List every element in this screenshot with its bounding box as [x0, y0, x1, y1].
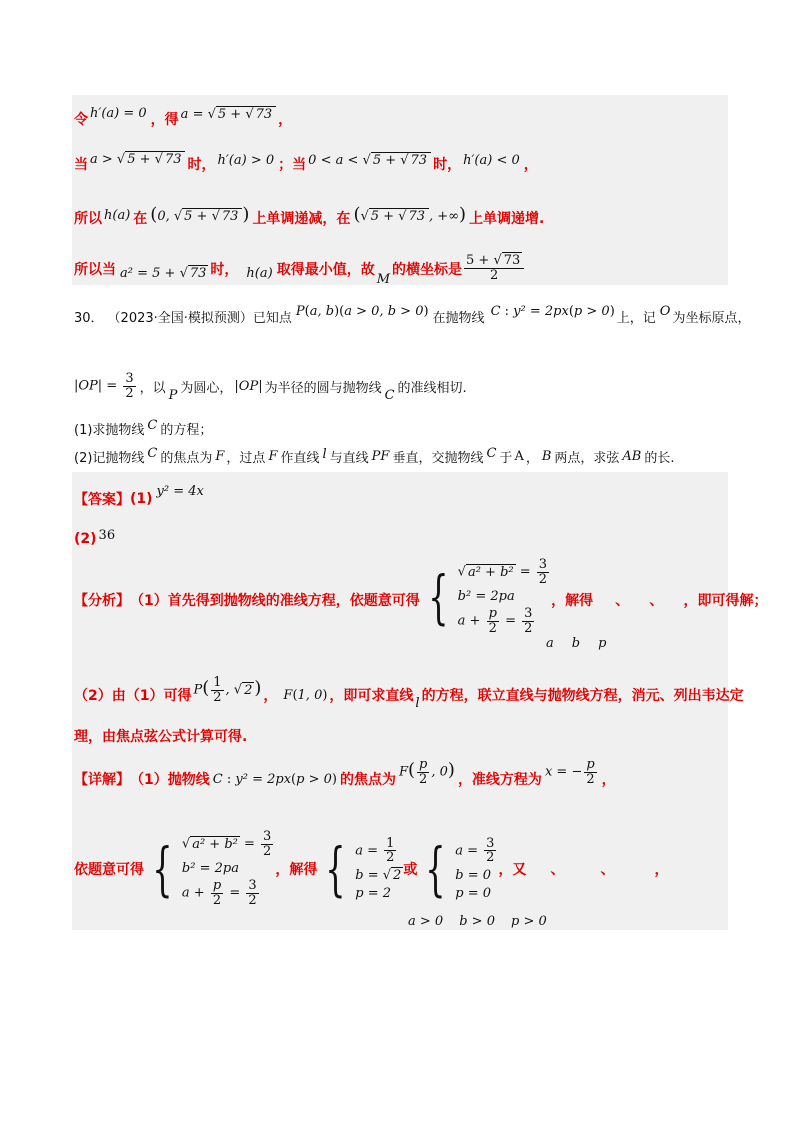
cont-line-3: 所以 h(a) 在 (0, √ 5 + √ 73 ) 上单调递减，在 (√ 5 + √ 73 , +∞) 上单调递增.: [74, 204, 545, 227]
cont-line-1: 令 h′(a) = 0 ，得 a = √ 5 + √ 73 ，: [74, 106, 293, 128]
question-2: (2)记抛物线 C 的焦点为 F ，过点 F 作直线 l 与直线 PF 垂直，交抛物线 C 于 A ， B 两点，求弦 AB 的长.: [74, 446, 675, 466]
analysis-line-3: 理，由焦点弦公式计算可得.: [74, 729, 248, 745]
analysis-unknowns: a b p: [546, 636, 607, 651]
problem-statement-line-1: 30． （2023·全国·模拟预测）已知点 P(a, b)(a > 0, b > 0) 在抛物线 C : y² = 2px(p > 0) 上，记 O 为坐标原点，: [74, 304, 751, 326]
detail-line-2: 依题意可得 { √ a² + b² = $\frac{3}{2}$ b² = 2pa a + $\frac{p}{2}$ = $\frac{3}{2}$ ，解得 { a = $\frac{1}{2}$ b = √ 2 p = 2 或 { a = $\frac{3}{2}$ b = 0 p = 0 ，又 、 、 ，: [74, 829, 669, 908]
analysis-line-1: 【分析】 （1）首先得到抛物线的准线方程，依题意可得 { √ a² + b² = $\frac{3}{2}$ b² = 2pa a + $\frac{p}{2}$ = $\frac{3}{2}$ ，解得 、 、 ，即可得解；: [74, 557, 768, 636]
question-1: (1)求抛物线 C 的方程；: [74, 418, 213, 438]
cont-line-4: 所以当 a² = 5 + √ 73 时， h(a) 取得最小值，故 M 的横坐标是 $\frac{5 + √ 73}{2}$: [74, 250, 526, 287]
problem-statement-line-2: |OP| = $\frac{3}{2}$ ，以 P 为圆心， |OP| 为半径的圆与抛物线 C 的准线相切.: [74, 371, 467, 403]
detail-line-1: 【详解】 （1）抛物线 C : y² = 2px(p > 0) 的焦点为 F( $\frac{p}{2}$ , 0) ，准线方程为 x = − $\frac{p}{2}$ ，: [74, 757, 616, 789]
analysis-line-2: （2）由（1）可得 P( $\frac{1}{2}$ , √ 2 ) ， F(1, 0) ，即可求直线 l 的方程，联立直线与抛物线方程，消元、列出韦达定: [74, 675, 744, 711]
cont-line-2: 当 a > √ 5 + √ 73 时， h′(a) > 0 ；当 0 < a < √ 5 + √ 73 时， h′(a) < 0 ，: [74, 152, 538, 173]
answer-line-2: (2) 36: [74, 528, 116, 547]
answer-line-1: 【答案】 (1) y² = 4x: [74, 484, 204, 508]
detail-conditions: a > 0 b > 0 p > 0: [408, 914, 547, 929]
